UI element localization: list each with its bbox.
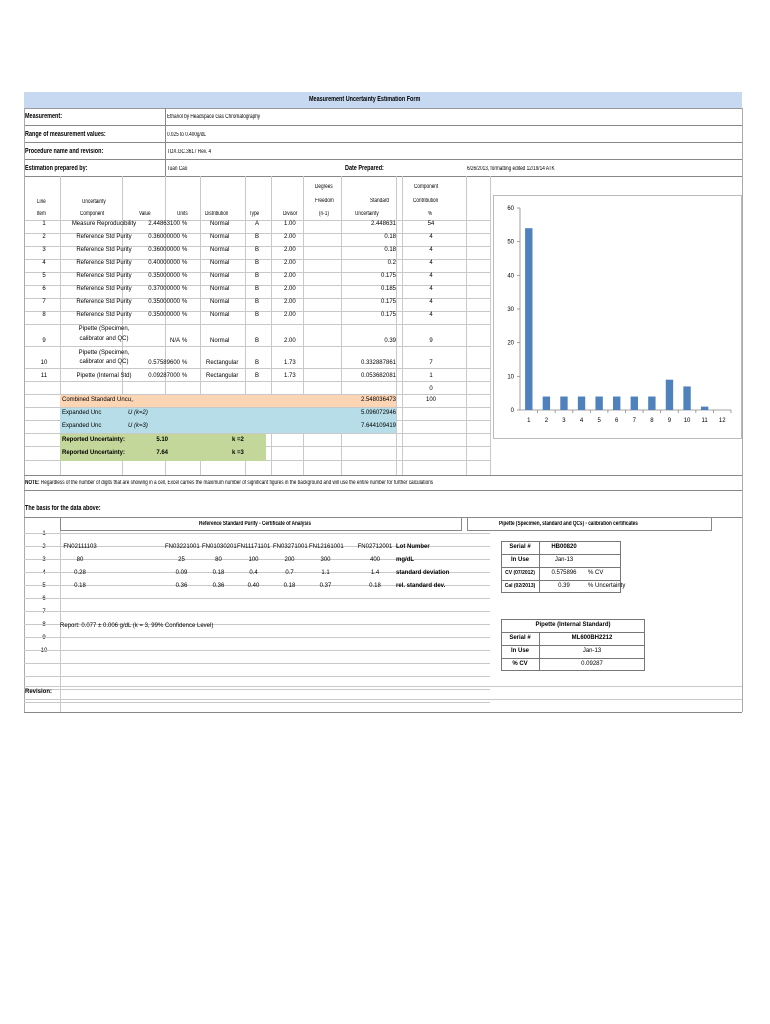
row10-comp-l1: Pipette (Specimen,: [78, 350, 130, 356]
row4-component: Reference Std Purity: [76, 260, 132, 266]
expanded2-label: Expanded Unc: [62, 423, 102, 429]
row1-contrib: 54: [427, 221, 435, 227]
procedure-label: Procedure name and revision:: [25, 148, 104, 155]
pipette2-inuse-value: Jan-13: [582, 648, 602, 654]
pipette1-serial-label: Serial #: [509, 544, 531, 550]
row1-type: A: [255, 221, 260, 227]
row1-units: %: [182, 221, 188, 227]
hdr-uncertainty: Uncertainty: [82, 199, 106, 205]
hdr-type: Type: [249, 211, 260, 217]
grid-line: [396, 176, 397, 475]
ref-row-label-lot: Lot Number: [396, 544, 430, 550]
ref-std-sd-cell: 0.7: [285, 570, 294, 576]
ref-std-sd-cell: 1.4: [370, 570, 380, 576]
ref-std-rsd-cell: 0.37: [319, 583, 332, 589]
pipette1-title: Pipette (Specimen, standard and QCs) - calibration certificates: [499, 521, 638, 527]
row7-dist: Normal: [210, 299, 230, 305]
basis-line-item: 7: [42, 609, 46, 615]
row4-std: 0.2: [387, 260, 396, 266]
row3-std: 0.18: [384, 247, 396, 253]
grid-line: [24, 676, 490, 677]
row6-divisor: 2.00: [284, 286, 296, 292]
y-tick-label: 40: [507, 273, 514, 280]
row7-component: Reference Std Purity: [76, 299, 132, 305]
grid-line: [490, 176, 491, 475]
date-label: Date Prepared:: [345, 165, 384, 172]
pipette2-cv-value: 0.09287: [581, 661, 603, 667]
row10-type: B: [255, 360, 260, 366]
estimation-value: Tuan Cao: [167, 166, 188, 172]
ref-std-sd-cell: 0.28: [74, 570, 86, 576]
combined-symbol: u꜀: [128, 397, 134, 403]
x-tick-label: 2: [544, 418, 549, 424]
row3-units: %: [182, 247, 188, 253]
y-tick-label: 10: [507, 374, 514, 381]
row6-dist: Normal: [210, 286, 230, 292]
bar: [525, 228, 532, 410]
contribution-chart: [493, 195, 742, 439]
row10-item: 10: [40, 360, 48, 366]
pipette1-serial-value: HB00820: [551, 544, 577, 550]
reported2-label: Reported Uncertainty:: [62, 450, 126, 456]
ref-row-label-mgdl: mg/dL: [396, 557, 414, 563]
row1-value: 2.44863100: [148, 221, 180, 227]
ref-std-mgdl-cell: 100: [248, 557, 259, 563]
pipette2-title: Pipette (Internal Standard): [535, 622, 611, 628]
ref-std-mgdl-cell: 80: [76, 557, 84, 563]
ref-std-rsd-cell: 0.18: [74, 583, 86, 589]
row3-contrib: 4: [429, 247, 433, 253]
x-tick-label: 6: [615, 418, 619, 424]
row9-std: 0.39: [384, 338, 396, 344]
x-tick-label: 1: [527, 418, 531, 424]
form-title: Measurement Uncertainty Estimation Form: [309, 96, 421, 103]
note: [25, 480, 433, 486]
row9-item: 9: [42, 338, 46, 344]
row11-divisor: 1.73: [284, 373, 296, 379]
row1-dist: Normal: [210, 221, 230, 227]
measurement-value: Ethanol by Headspace Gas Chromatography: [167, 114, 261, 120]
range-value: 0.025 to 0.400g/dL: [167, 132, 207, 138]
ref-std-rsd-cell: 0.18: [369, 583, 381, 589]
row8-divisor: 2.00: [284, 312, 296, 318]
row11-value: 0.09287000: [148, 373, 180, 379]
row2-std: 0.18: [384, 234, 396, 240]
row2-type: B: [255, 234, 260, 240]
row8-contrib: 4: [429, 312, 433, 318]
ref-std-lots-cell: FN02712001: [357, 544, 393, 550]
pipette1-cv-unit: % CV: [588, 570, 604, 576]
pipette2-inuse-label: In Use: [510, 648, 529, 654]
ref-std-mgdl-cell: 80: [215, 557, 222, 563]
ref-std-mgdl-cell: 400: [369, 557, 380, 563]
expanded2-k: U (k=3): [128, 423, 148, 429]
row9-dist: Normal: [210, 338, 230, 344]
expanded1-value: 5.096072946: [360, 410, 396, 416]
row10-contrib: 7: [429, 360, 433, 366]
row3-divisor: 2.00: [284, 247, 296, 253]
row6-value: 0.37000000: [148, 286, 180, 292]
row9-value: N/A: [169, 338, 180, 344]
hdr-line: Line: [36, 199, 46, 205]
range-label: Range of measurement values:: [25, 131, 106, 138]
pipette2-serial-label: Serial #: [509, 635, 531, 641]
basis-line-item: 4: [42, 570, 46, 576]
row5-units: %: [182, 273, 188, 279]
extra-contrib: 0: [429, 386, 433, 392]
row5-type: B: [255, 273, 260, 279]
row6-units: %: [182, 286, 188, 292]
row10-std: 0.332887861: [360, 360, 396, 366]
ref-std-sd-cell: 0.09: [175, 570, 188, 576]
row10-dist: Rectangular: [206, 360, 239, 366]
pipette1-inuse-label: In Use: [510, 557, 529, 563]
row10-value: 0.57589600: [148, 360, 180, 366]
row4-value: 0.40000000: [148, 260, 180, 266]
hdr-n1: (n-1): [319, 211, 329, 217]
row2-contrib: 4: [429, 234, 433, 240]
chart-svg: [494, 196, 741, 438]
basis-line-item: 3: [42, 557, 46, 563]
row6-component: Reference Std Purity: [76, 286, 132, 292]
hdr-component: Component: [80, 211, 105, 217]
row11-type: B: [255, 373, 260, 379]
row6-std: 0.185: [380, 286, 396, 292]
measurement-label: Measurement:: [25, 113, 63, 120]
note-text: Regardless of the number of digits that are showing in a cell, Excel carries the maximum number of significant figures in the background and will use the entire number for further calculations: [40, 480, 434, 486]
pipette1-cal-value: 0.39: [558, 583, 570, 589]
bar: [666, 380, 673, 410]
y-tick-label: 50: [507, 239, 514, 246]
row2-divisor: 2.00: [284, 234, 296, 240]
row11-units: %: [182, 373, 188, 379]
ref-std-lots-cell: FN12161001: [309, 544, 344, 550]
grid-line: [24, 650, 490, 651]
pipette1-cv-value: 0.575896: [551, 570, 577, 576]
ref-std-lots-cell: FN03221001: [165, 544, 200, 550]
x-tick-label: 3: [562, 418, 566, 424]
row5-dist: Normal: [210, 273, 230, 279]
expanded1-label: Expanded Unc: [62, 410, 102, 416]
row5-divisor: 2.00: [284, 273, 296, 279]
hdr-component2: Component: [414, 184, 439, 190]
bar: [648, 397, 655, 410]
combined-contrib: 100: [425, 397, 436, 403]
row7-std: 0.175: [380, 299, 396, 305]
row3-item: 3: [42, 247, 46, 253]
row5-value: 0.35000000: [148, 273, 180, 279]
grid-line: [24, 637, 490, 638]
note-label: NOTE:: [25, 480, 40, 486]
row8-item: 8: [42, 312, 46, 318]
ref-std-rsd-cell: 0.18: [283, 583, 296, 589]
row10-divisor: 1.73: [284, 360, 296, 366]
pipette2-serial-value: ML600BH2212: [571, 635, 613, 641]
basis-line-item: 5: [42, 583, 46, 589]
ref-std-rsd-cell: 0.36: [175, 583, 188, 589]
revision-label: Revision:: [25, 689, 53, 695]
ref-std-lots-cell: FN01030201: [202, 544, 237, 550]
bar: [595, 397, 602, 410]
basis-line-item: 2: [42, 544, 46, 550]
basis-line-item: 6: [42, 596, 46, 602]
combined-value: 2.548036473: [360, 397, 396, 403]
row3-component: Reference Std Purity: [76, 247, 132, 253]
pipette1-cal-unit: % Uncertainty: [588, 583, 626, 589]
row2-component: Reference Std Purity: [76, 234, 132, 240]
row9-comp-l2: calibrator and QC): [79, 336, 129, 342]
ref-std-title: Reference Standard Purity - Certificate of Analysis: [199, 521, 311, 527]
ref-std-mgdl-cell: 300: [320, 557, 331, 563]
pipette1-inuse-value: Jan-13: [554, 557, 574, 563]
pipette1-cv-label: CV (07/2012): [505, 570, 535, 576]
row11-std: 0.053682081: [360, 373, 396, 379]
ref-row-label-rsd: rel. standard dev.: [396, 583, 446, 589]
ref-std-lots-cell: FN03271001: [273, 544, 308, 550]
row1-std: 2.448631: [370, 221, 396, 227]
row5-contrib: 4: [429, 273, 433, 279]
row4-divisor: 2.00: [284, 260, 296, 266]
row11-comp: Pipette (Internal Std): [76, 373, 132, 379]
grid-line: [24, 598, 490, 599]
row7-value: 0.35000000: [148, 299, 180, 305]
bar: [560, 397, 567, 410]
ref-std-mgdl-cell: 200: [284, 557, 295, 563]
row1-item: 1: [42, 221, 46, 227]
reported1-value: 5.10: [156, 437, 168, 443]
reported2-value: 7.64: [156, 450, 168, 456]
hdr-distribution: Distribution: [205, 211, 229, 217]
row8-value: 0.35000000: [148, 312, 180, 318]
row9-type: B: [255, 338, 260, 344]
expanded1-k: U (k=2): [128, 410, 148, 416]
y-tick-label: 20: [507, 340, 514, 347]
basis-line-item: 1: [42, 531, 46, 537]
procedure-value: TOX.GC.3617 Rev. 4: [167, 149, 212, 155]
bar: [631, 397, 638, 410]
bar: [683, 386, 690, 410]
hdr-std-uncertainty: Uncertainty: [355, 211, 379, 217]
date-value: 6/26/2013, formatting edited 12/19/14 ATK: [467, 166, 555, 172]
ref-std-lots-cell: FN02111103: [63, 544, 97, 550]
x-tick-label: 9: [667, 418, 672, 424]
ref-std-rsd-cell: 0.40: [247, 583, 260, 589]
row2-dist: Normal: [210, 234, 230, 240]
bar: [613, 397, 620, 410]
row8-units: %: [182, 312, 188, 318]
grid-line: [24, 689, 490, 690]
bar: [578, 397, 585, 410]
row3-value: 0.36000000: [148, 247, 180, 253]
row1-component: Measure Reproducibility: [71, 221, 137, 227]
row2-item: 2: [42, 234, 46, 240]
hdr-units: Units: [177, 211, 188, 217]
row8-type: B: [255, 312, 260, 318]
grid-line: [24, 663, 490, 664]
row3-dist: Normal: [210, 247, 230, 253]
row11-dist: Rectangular: [206, 373, 239, 379]
row2-units: %: [182, 234, 188, 240]
hdr-percent: %: [428, 211, 433, 217]
row10-units: %: [182, 360, 188, 366]
ref-row-label-sd: standard deviation: [396, 570, 450, 576]
y-tick-label: 60: [507, 206, 514, 212]
row4-dist: Normal: [210, 260, 230, 266]
row7-divisor: 2.00: [284, 299, 296, 305]
ref-std-mgdl-cell: 25: [178, 557, 185, 563]
row5-item: 5: [42, 273, 46, 279]
grid-line: [402, 176, 403, 475]
hdr-freedom: Freedom: [315, 198, 334, 204]
x-tick-label: 10: [683, 418, 691, 424]
y-tick-label: 0: [510, 408, 514, 414]
x-tick-label: 11: [701, 418, 708, 424]
hdr-item: Item: [36, 211, 46, 217]
row8-component: Reference Std Purity: [76, 312, 132, 318]
ref-std-sd-cell: 1.1: [321, 570, 330, 576]
x-tick-label: 4: [579, 418, 584, 424]
grid-line: [24, 702, 490, 703]
hdr-standard: Standard: [370, 198, 390, 204]
ref-std-rsd-cell: 0.36: [212, 583, 225, 589]
row11-item: 11: [40, 373, 48, 379]
row5-component: Reference Std Purity: [76, 273, 132, 279]
x-tick-label: 5: [597, 418, 601, 424]
row4-units: %: [182, 260, 188, 266]
hdr-contribution: Contribution: [413, 198, 439, 204]
expanded2-value: 7.644109419: [360, 423, 396, 429]
row9-divisor: 2.00: [284, 338, 296, 344]
row6-type: B: [255, 286, 260, 292]
row9-units: %: [182, 338, 188, 344]
reported1-label: Reported Uncertainty:: [62, 437, 126, 443]
row4-contrib: 4: [429, 260, 433, 266]
hdr-divisor: Divisor: [283, 211, 298, 217]
row8-dist: Normal: [210, 312, 230, 318]
bar: [701, 407, 708, 410]
row3-type: B: [255, 247, 260, 253]
ref-report: Report: 0.077 ± 0.006 g/dL (k = 3, 99% Confidence Level): [60, 623, 214, 629]
estimation-label: Estimation prepared by:: [25, 165, 88, 172]
reported1-k: k =2: [232, 437, 244, 443]
row9-comp-l1: Pipette (Specimen,: [78, 326, 130, 332]
row7-item: 7: [42, 299, 46, 305]
row7-contrib: 4: [429, 299, 433, 305]
grid-line: [24, 611, 490, 612]
row2-value: 0.36000000: [148, 234, 180, 240]
row4-item: 4: [42, 260, 46, 266]
combined-label: Combined Standard Unc: [62, 397, 128, 403]
row6-contrib: 4: [429, 286, 433, 292]
bar: [543, 397, 550, 410]
basis-line-item: 10: [40, 648, 48, 654]
row10-comp-l2: calibrator and QC): [79, 359, 129, 365]
ref-std-lots-cell: FN11171101: [237, 544, 271, 550]
reported2-k: k =3: [232, 450, 244, 456]
pipette1-cal-label: Cal (02/2013): [504, 583, 536, 589]
row9-contrib: 9: [429, 338, 433, 344]
grid-line: [466, 176, 467, 475]
ref-std-sd-cell: 0.18: [212, 570, 225, 576]
row7-type: B: [255, 299, 260, 305]
x-tick-label: 12: [718, 418, 726, 424]
row6-item: 6: [42, 286, 46, 292]
y-tick-label: 30: [507, 307, 514, 313]
grid-line: [24, 533, 490, 534]
basis-line-item: 8: [42, 622, 46, 628]
x-tick-label: 7: [632, 418, 636, 424]
row7-units: %: [182, 299, 188, 305]
basis-line-item: 9: [42, 635, 46, 641]
hdr-degrees: Degrees: [315, 184, 333, 190]
row11-contrib: 1: [429, 373, 433, 379]
row4-type: B: [255, 260, 260, 266]
ref-std-sd-cell: 0.4: [249, 570, 258, 576]
x-tick-label: 8: [650, 418, 654, 424]
basis-title: The basis for the data above:: [25, 505, 101, 512]
row8-std: 0.175: [380, 312, 396, 318]
pipette2-cv-label: % CV: [512, 661, 528, 667]
row1-divisor: 1.00: [284, 221, 296, 227]
hdr-value: Value: [139, 211, 151, 217]
row5-std: 0.175: [380, 273, 396, 279]
